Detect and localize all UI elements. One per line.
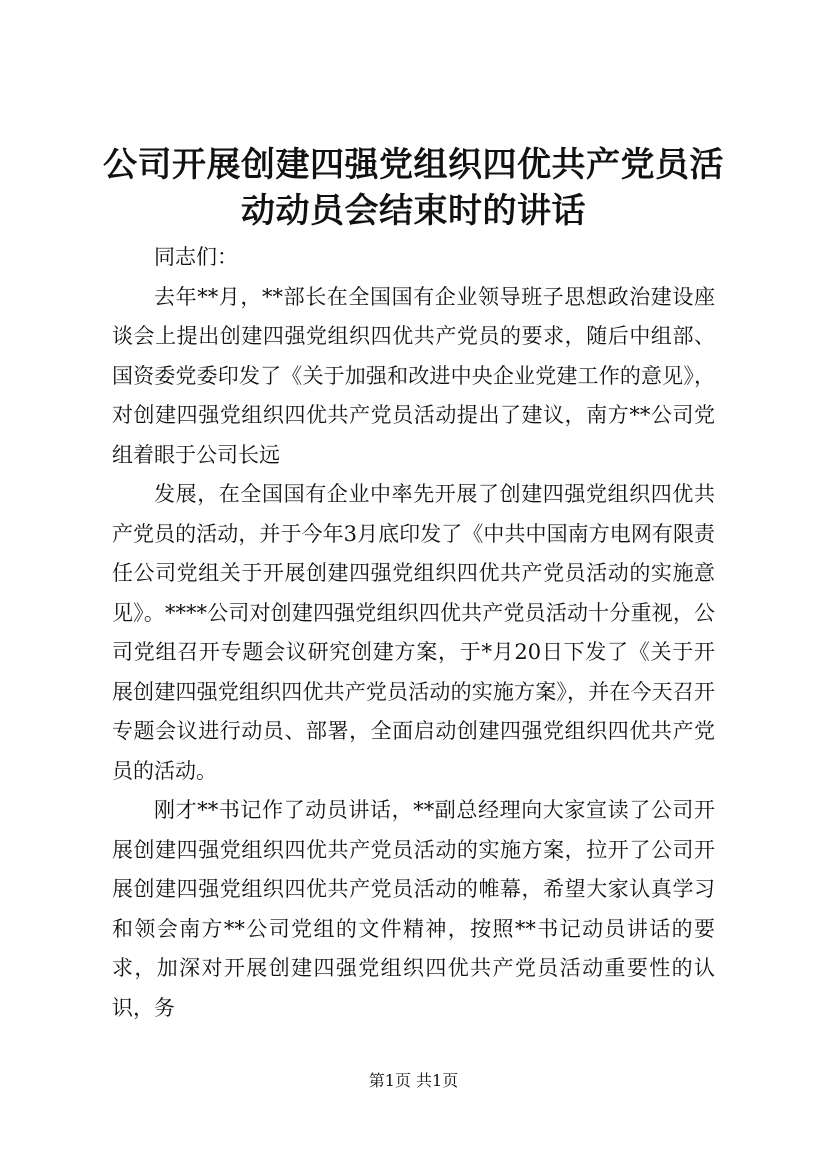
- document-title: 公司开展创建四强党组织四优共产党员活动动员会结束时的讲话: [103, 145, 724, 231]
- page-footer: 第1页 共1页: [368, 1071, 459, 1090]
- salutation: 同志们：: [154, 245, 238, 269]
- document-body: [112, 238, 715, 1028]
- paragraph-3: 刚才**书记作了动员讲话，**副总经理向大家宣读了公司开展创建四强党组织四优共产党员活动的实施方案，拉开了公司开展创建四强党组织四优共产党员活动的帷幕，希望大家认真学习和领会南方**公司党组的文件精神，按照**书记动员讲话的要求，加深对开展创建四强党组织四优共产党员活动重要性的认识，务: [112, 798, 715, 1020]
- paragraph-1: 去年**月，**部长在全国国有企业领导班子思想政治建设座谈会上提出创建四强党组织四优共产党员的要求，随后中组部、国资委党委印发了《关于加强和改进中央企业党建工作的意见》，对创建四强党组织四优共产党员活动提出了建议，南方**公司党组着眼于公司长远: [112, 284, 715, 467]
- paragraph-2: 发展，在全国国有企业中率先开展了创建四强党组织四优共产党员的活动，并于今年3月底印发了《中共中国南方电网有限责任公司党组关于开展创建四强党组织四优共产党员活动的实施意见》。****公司对创建四强党组织四优共产党员活动十分重视，公司党组召开专题会议研究创建方案，于*月20日下发了《关于开展创建四强党组织四优共产党员活动的实施方案》，并在今天召开专题会议进行动员、部署，全面启动创建四强党组织四优共产党员的活动。: [112, 482, 715, 783]
